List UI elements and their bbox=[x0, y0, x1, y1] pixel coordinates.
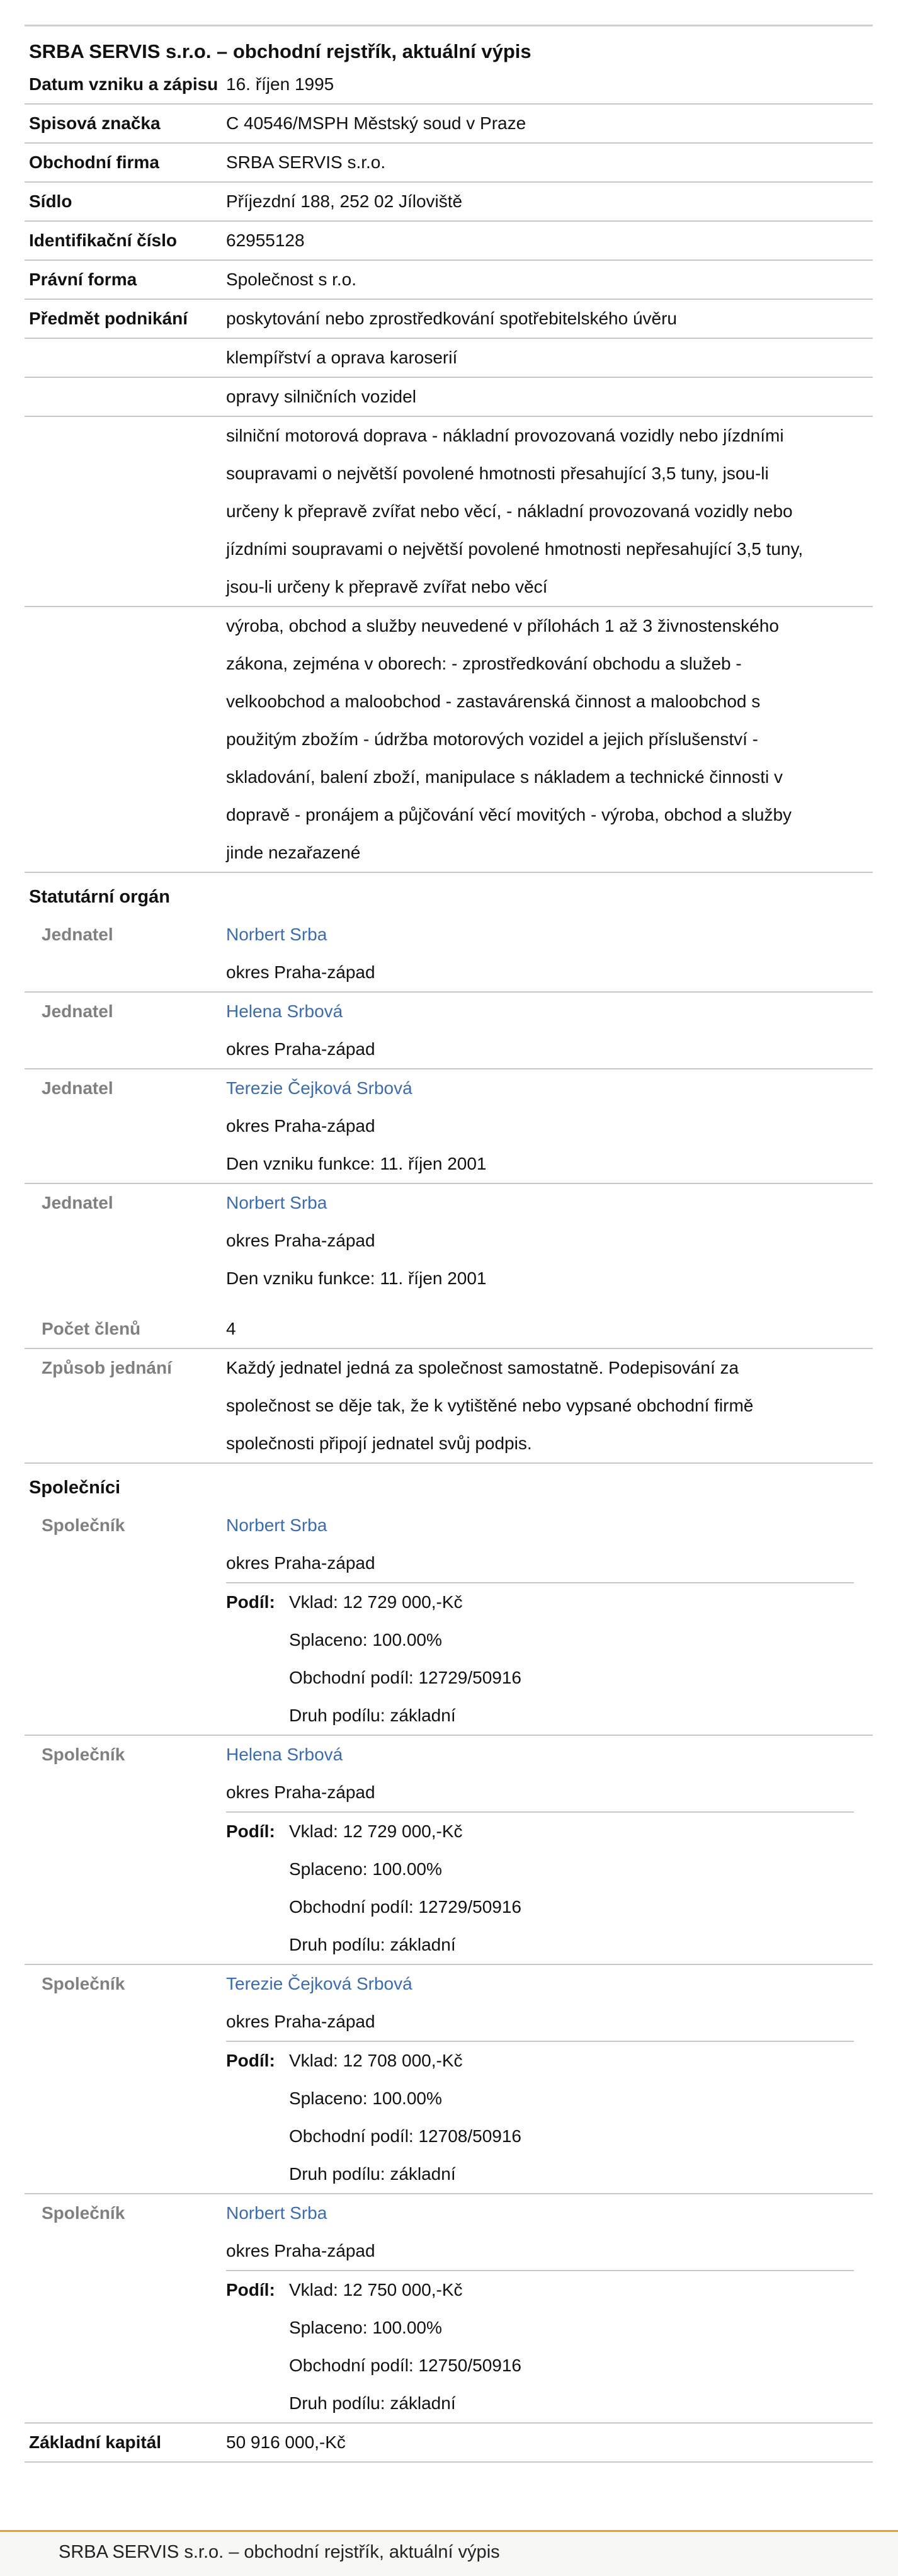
shareholder-row bbox=[25, 1965, 873, 2194]
text-line: okres Praha-západ bbox=[226, 2012, 375, 2031]
label: Sídlo bbox=[29, 191, 72, 211]
share-label: Podíl: bbox=[226, 2051, 275, 2070]
text-line: Splaceno: 100.00% bbox=[289, 2089, 442, 2108]
person-link[interactable]: Norbert Srba bbox=[226, 925, 327, 944]
label: Předmět podnikání bbox=[29, 309, 188, 328]
text-line: okres Praha-západ bbox=[226, 962, 375, 982]
value: SRBA SERVIS s.r.o. bbox=[226, 152, 386, 172]
value bbox=[226, 417, 873, 606]
share-label: Podíl: bbox=[226, 2280, 275, 2300]
text-line: opravy silničních vozidel bbox=[226, 387, 416, 406]
member-role: Jednatel bbox=[42, 925, 113, 944]
section-statutarni-organ: Statutární orgán bbox=[29, 887, 170, 907]
value: 62955128 bbox=[226, 231, 305, 250]
share-details bbox=[289, 1813, 854, 1964]
text-line: použitým zbožím - údržba motorových vozidel a jejich příslušenství - bbox=[226, 729, 758, 749]
section-spolecnici: Společníci bbox=[29, 1478, 121, 1498]
text-line: okres Praha-západ bbox=[226, 1116, 375, 1136]
row-zakladni-kapital bbox=[25, 2424, 873, 2463]
footer-bar bbox=[0, 2530, 898, 2576]
text-line: klempířství a oprava karoserií bbox=[226, 348, 458, 367]
member-role: Jednatel bbox=[42, 1078, 113, 1098]
value bbox=[226, 1184, 873, 1297]
text-line: Splaceno: 100.00% bbox=[289, 1630, 442, 1650]
row-predmet-3 bbox=[25, 378, 873, 417]
text-line: okres Praha-západ bbox=[226, 1553, 375, 1573]
text-line: Vklad: 12 708 000,-Kč bbox=[289, 2051, 463, 2070]
member-row bbox=[25, 993, 873, 1069]
value bbox=[226, 1507, 873, 1735]
text-line: Obchodní podíl: 12729/50916 bbox=[289, 1897, 521, 1917]
row-obchodni-firma bbox=[25, 144, 873, 183]
person-link[interactable]: Norbert Srba bbox=[226, 2203, 327, 2223]
value: 50 916 000,-Kč bbox=[226, 2432, 346, 2452]
text-line: Druh podílu: základní bbox=[289, 1935, 456, 1954]
label: Spisová značka bbox=[29, 113, 161, 133]
person-link[interactable]: Norbert Srba bbox=[226, 1515, 327, 1535]
label: Počet členů bbox=[42, 1319, 141, 1338]
row-predmet-4 bbox=[25, 417, 873, 607]
value bbox=[226, 1349, 873, 1462]
value bbox=[226, 1069, 873, 1183]
text-line: společnosti připojí jednatel svůj podpis. bbox=[226, 1433, 532, 1453]
text-line: Splaceno: 100.00% bbox=[289, 1859, 442, 1879]
text-line: Vklad: 12 729 000,-Kč bbox=[289, 1821, 463, 1841]
text-line: Druh podílu: základní bbox=[289, 2393, 456, 2413]
text-line: Obchodní podíl: 12708/50916 bbox=[289, 2126, 521, 2146]
label: Základní kapitál bbox=[29, 2432, 162, 2452]
text-line: Vklad: 12 729 000,-Kč bbox=[289, 1592, 463, 1612]
row-datum-vzniku bbox=[25, 66, 873, 105]
label-empty bbox=[25, 607, 226, 872]
row-spisova-znacka bbox=[25, 105, 873, 144]
person-link[interactable]: Helena Srbová bbox=[226, 1001, 343, 1021]
label: Datum vzniku a zápisu bbox=[29, 74, 219, 94]
shareholder-role: Společník bbox=[42, 2203, 125, 2223]
row-pocet-clenu bbox=[25, 1310, 873, 1349]
text-line: okres Praha-západ bbox=[226, 1231, 375, 1250]
row-predmet-5 bbox=[25, 607, 873, 873]
value: Společnost s r.o. bbox=[226, 270, 357, 289]
share-details bbox=[289, 2042, 854, 2193]
label: Způsob jednání bbox=[42, 1358, 172, 1377]
text-line: Každý jednatel jedná za společnost samostatně. Podepisování za bbox=[226, 1358, 739, 1377]
text-line: Obchodní podíl: 12750/50916 bbox=[289, 2356, 521, 2375]
text-line: dopravě - pronájem a půjčování věcí movitých - výroba, obchod a služby bbox=[226, 805, 792, 824]
share-block bbox=[226, 1811, 854, 1964]
text-line: Obchodní podíl: 12729/50916 bbox=[289, 1668, 521, 1687]
text-line: okres Praha-západ bbox=[226, 1039, 375, 1059]
value bbox=[226, 300, 873, 338]
label: Obchodní firma bbox=[29, 152, 159, 172]
share-block bbox=[226, 2041, 854, 2193]
member-role: Jednatel bbox=[42, 1001, 113, 1021]
label: Identifikační číslo bbox=[29, 231, 177, 250]
person-link[interactable]: Terezie Čejková Srbová bbox=[226, 1078, 412, 1098]
label-empty bbox=[25, 417, 226, 606]
text-line: okres Praha-západ bbox=[226, 1782, 375, 1802]
value: Příjezdní 188, 252 02 Jíloviště bbox=[226, 191, 463, 211]
row-ico bbox=[25, 222, 873, 261]
share-block bbox=[226, 1582, 854, 1735]
person-link[interactable]: Helena Srbová bbox=[226, 1745, 343, 1764]
text-line: společnost se děje tak, že k vytištěné nebo vypsané obchodní firmě bbox=[226, 1396, 754, 1415]
shareholder-role: Společník bbox=[42, 1974, 125, 1993]
label-empty bbox=[25, 339, 226, 377]
text-line: Den vzniku funkce: 11. říjen 2001 bbox=[226, 1154, 487, 1173]
share-block bbox=[226, 2270, 854, 2422]
text-line: velkoobchod a maloobchod - zastavárenská činnost a maloobchod s bbox=[226, 692, 761, 711]
shareholder-row bbox=[25, 1507, 873, 1736]
person-link[interactable]: Terezie Čejková Srbová bbox=[226, 1974, 412, 1993]
page-title: SRBA SERVIS s.r.o. – obchodní rejstřík, aktuální výpis bbox=[29, 40, 531, 62]
shareholder-role: Společník bbox=[42, 1745, 125, 1764]
text-line: výroba, obchod a služby neuvedené v přílohách 1 až 3 živnostenského bbox=[226, 616, 779, 635]
value bbox=[226, 1965, 873, 2193]
text-line: poskytování nebo zprostředkování spotřebitelského úvěru bbox=[226, 309, 677, 328]
text-line: Druh podílu: základní bbox=[289, 2164, 456, 2184]
text-line: Splaceno: 100.00% bbox=[289, 2318, 442, 2337]
member-row bbox=[25, 1069, 873, 1184]
label: Právní forma bbox=[29, 270, 137, 289]
text-line: jsou-li určeny k přepravě zvířat nebo věcí bbox=[226, 577, 548, 596]
text-line: Druh podílu: základní bbox=[289, 1706, 456, 1725]
footer-text: SRBA SERVIS s.r.o. – obchodní rejstřík, aktuální výpis bbox=[59, 2542, 500, 2562]
text-line: skladování, balení zboží, manipulace s nákladem a technické činnosti v bbox=[226, 767, 783, 787]
shareholder-row bbox=[25, 2194, 873, 2424]
text-line: jízdními soupravami o největší povolené hmotnosti nepřesahující 3,5 tuny, bbox=[226, 539, 804, 559]
text-line: jinde nezařazené bbox=[226, 843, 361, 862]
row-pravni-forma bbox=[25, 261, 873, 300]
value bbox=[226, 607, 873, 872]
value: 16. říjen 1995 bbox=[226, 74, 334, 94]
member-role: Jednatel bbox=[42, 1193, 113, 1212]
value bbox=[226, 1736, 873, 1964]
share-details bbox=[289, 2271, 854, 2422]
row-sidlo bbox=[25, 183, 873, 222]
value: C 40546/MSPH Městský soud v Praze bbox=[226, 113, 526, 133]
row-zpusob-jednani bbox=[25, 1349, 873, 1464]
member-row bbox=[25, 916, 873, 993]
text-line: okres Praha-západ bbox=[226, 2241, 375, 2260]
row-predmet-1 bbox=[25, 300, 873, 339]
value bbox=[226, 378, 873, 416]
text-line: zákona, zejména v oborech: - zprostředkování obchodu a služeb - bbox=[226, 654, 742, 673]
value bbox=[226, 993, 873, 1068]
value bbox=[226, 916, 873, 991]
text-line: silniční motorová doprava - nákladní provozovaná vozidly nebo jízdními bbox=[226, 426, 784, 445]
text-line: soupravami o největší povolené hmotnosti přesahující 3,5 tuny, jsou-li bbox=[226, 464, 769, 483]
row-predmet-2 bbox=[25, 339, 873, 378]
share-label: Podíl: bbox=[226, 1821, 275, 1841]
value: 4 bbox=[226, 1319, 236, 1338]
registry-extract bbox=[25, 25, 873, 2463]
text-line: Vklad: 12 750 000,-Kč bbox=[289, 2280, 463, 2300]
person-link[interactable]: Norbert Srba bbox=[226, 1193, 327, 1212]
share-details bbox=[289, 1583, 854, 1735]
label-empty bbox=[25, 378, 226, 416]
value bbox=[226, 339, 873, 377]
text-line: Den vzniku funkce: 11. říjen 2001 bbox=[226, 1268, 487, 1288]
shareholder-role: Společník bbox=[42, 1515, 125, 1535]
member-row bbox=[25, 1184, 873, 1297]
share-label: Podíl: bbox=[226, 1592, 275, 1612]
value bbox=[226, 2194, 873, 2422]
text-line: určeny k přepravě zvířat nebo věcí, - nákladní provozovaná vozidly nebo bbox=[226, 501, 793, 521]
shareholder-row bbox=[25, 1736, 873, 1965]
